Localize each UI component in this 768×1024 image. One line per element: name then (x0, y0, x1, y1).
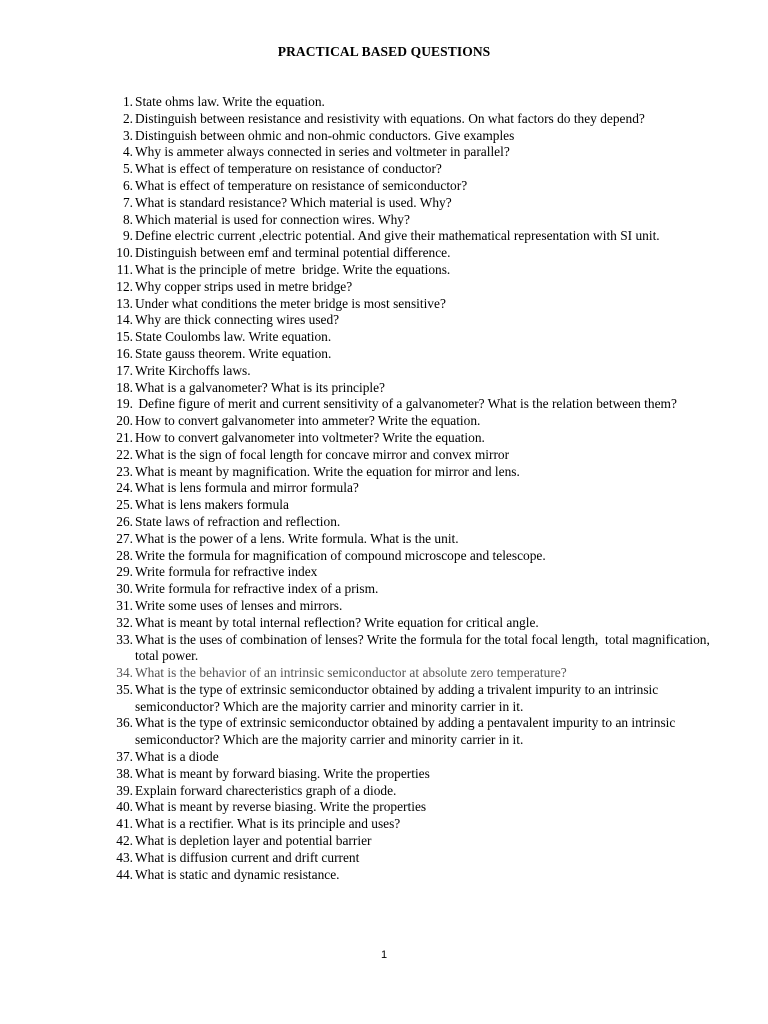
question-number: 20. (116, 413, 133, 429)
question-text: Write some uses of lenses and mirrors. (135, 597, 343, 613)
question-item (107, 128, 727, 145)
question-text: What is static and dynamic resistance. (135, 866, 340, 882)
question-item (107, 531, 727, 548)
question-number: 3. (122, 127, 133, 143)
page-number: 1 (380, 949, 388, 961)
question-number: 8. (122, 211, 133, 227)
question-item (107, 480, 727, 497)
question-item (107, 833, 727, 850)
question-text: Write formula for refractive index (135, 564, 318, 580)
question-item (107, 715, 727, 749)
question-number: 13. (116, 295, 133, 311)
question-item (107, 598, 727, 615)
question-item (107, 111, 727, 128)
question-item (107, 682, 727, 716)
question-item (107, 766, 727, 783)
question-text: What is depletion layer and potential barrier (135, 833, 372, 849)
question-text: Why are thick connecting wires used? (135, 312, 340, 328)
question-number: 38. (116, 765, 133, 781)
question-number: 17. (116, 362, 133, 378)
question-text: What is meant by magnification. Write the equation for mirror and lens. (135, 463, 520, 479)
question-number: 22. (116, 446, 133, 462)
question-number: 36. (116, 715, 133, 731)
question-item (107, 161, 727, 178)
question-text: What is the power of a lens. Write formula. What is the unit. (135, 530, 459, 546)
question-item (107, 245, 727, 262)
question-text: Distinguish between emf and terminal potential difference. (135, 245, 451, 261)
question-text: What is effect of temperature on resistance of semiconductor? (135, 177, 468, 193)
question-number: 1. (122, 94, 133, 109)
question-number: 33. (116, 631, 133, 647)
question-item (107, 749, 727, 766)
question-number: 29. (116, 564, 133, 580)
question-number: 16. (116, 345, 133, 361)
question-item (107, 228, 727, 245)
question-number: 40. (116, 799, 133, 815)
question-text: State gauss theorem. Write equation. (135, 345, 332, 361)
question-number: 6. (122, 177, 133, 193)
question-number: 11. (116, 261, 133, 277)
question-item (107, 262, 727, 279)
question-text: What is the type of extrinsic semiconductor obtained by adding a pentavalent impurity to an intrinsic semiconductor? Which are the majority carrier and minority carrier in it. (135, 715, 679, 748)
question-item (107, 212, 727, 229)
question-item (107, 514, 727, 531)
question-item (107, 850, 727, 867)
question-text: Why copper strips used in metre bridge? (135, 278, 353, 294)
question-text: What is standard resistance? Which material is used. Why? (135, 194, 452, 210)
question-text: What is meant by total internal reflection? Write equation for critical angle. (135, 614, 539, 630)
question-number: 7. (122, 194, 133, 210)
question-item (107, 497, 727, 514)
question-number: 28. (116, 547, 133, 563)
question-item (107, 665, 727, 682)
question-item (107, 783, 727, 800)
question-number: 12. (116, 278, 133, 294)
question-text: State ohms law. Write the equation. (135, 94, 325, 109)
question-item (107, 144, 727, 161)
question-text: What is meant by reverse biasing. Write the properties (135, 799, 427, 815)
question-item (107, 329, 727, 346)
question-number: 26. (116, 513, 133, 529)
question-text: Which material is used for connection wires. Why? (135, 211, 410, 227)
question-item (107, 380, 727, 397)
question-item (107, 279, 727, 296)
question-text: How to convert galvanometer into ammeter? Write the equation. (135, 413, 481, 429)
question-text: What is lens makers formula (135, 497, 289, 513)
question-text: Define figure of merit and current sensitivity of a galvanometer? What is the relation between them? (135, 396, 677, 412)
question-text: Distinguish between ohmic and non-ohmic conductors. Give examples (135, 127, 515, 143)
question-item (107, 430, 727, 447)
question-number: 30. (116, 581, 133, 597)
question-text: State Coulombs law. Write equation. (135, 329, 332, 345)
question-text: Write formula for refractive index of a prism. (135, 581, 379, 597)
question-item (107, 464, 727, 481)
question-number: 15. (116, 329, 133, 345)
question-item (107, 178, 727, 195)
question-text: What is the behavior of an intrinsic semiconductor at absolute zero temperature? (135, 665, 567, 681)
question-text: Explain forward charecteristics graph of a diode. (135, 782, 397, 798)
question-number: 14. (116, 312, 133, 328)
question-text: What is a galvanometer? What is its principle? (135, 379, 385, 395)
question-text: What is a rectifier. What is its principle and uses? (135, 816, 401, 832)
question-number: 21. (116, 429, 133, 445)
question-number: 44. (116, 866, 133, 882)
question-text: What is the type of extrinsic semiconductor obtained by adding a trivalent impurity to an intrinsic semiconductor? Which are the majority carrier and minority carrier in it. (135, 681, 662, 714)
question-text: What is meant by forward biasing. Write the properties (135, 765, 430, 781)
question-item (107, 312, 727, 329)
question-text: Why is ammeter always connected in series and voltmeter in parallel? (135, 144, 510, 160)
question-item (107, 799, 727, 816)
question-text: Write Kirchoffs laws. (135, 362, 251, 378)
question-number: 25. (116, 497, 133, 513)
question-text: What is the sign of focal length for concave mirror and convex mirror (135, 446, 510, 462)
question-item (107, 447, 727, 464)
question-number: 5. (122, 161, 133, 177)
question-item (107, 632, 727, 666)
question-text: Write the formula for magnification of compound microscope and telescope. (135, 547, 546, 563)
question-number: 10. (116, 245, 133, 261)
question-text: What is a diode (135, 749, 219, 765)
question-text: What is effect of temperature on resistance of conductor? (135, 161, 442, 177)
question-item (107, 195, 727, 212)
question-item (107, 413, 727, 430)
question-number: 18. (116, 379, 133, 395)
question-text: What is lens formula and mirror formula? (135, 480, 359, 496)
question-number: 24. (116, 480, 133, 496)
question-number: 31. (116, 597, 133, 613)
question-number: 37. (116, 749, 133, 765)
question-item (107, 816, 727, 833)
question-number: 34. (116, 665, 133, 681)
question-text: Distinguish between resistance and resistivity with equations. On what factors do they depend? (135, 110, 645, 126)
question-item (107, 548, 727, 565)
question-item (107, 615, 727, 632)
question-number: 4. (122, 144, 133, 160)
question-text: What is the uses of combination of lenses? Write the formula for the total focal length, total magnification, total power. (135, 631, 714, 664)
question-number: 43. (116, 849, 133, 865)
question-text: How to convert galvanometer into voltmeter? Write the equation. (135, 429, 485, 445)
question-text: Under what conditions the meter bridge is most sensitive? (135, 295, 446, 311)
question-text: What is the principle of metre bridge. Write the equations. (135, 261, 451, 277)
question-number: 27. (116, 530, 133, 546)
question-number: 42. (116, 833, 133, 849)
question-item (107, 396, 727, 413)
question-item (107, 94, 727, 111)
question-item (107, 564, 727, 581)
question-list (107, 94, 727, 883)
question-item (107, 363, 727, 380)
question-text: Define electric current ,electric potential. And give their mathematical representation with SI unit. (135, 228, 660, 244)
question-text: State laws of refraction and reflection. (135, 513, 341, 529)
question-number: 9. (122, 228, 133, 244)
question-item (107, 581, 727, 598)
question-number: 32. (116, 614, 133, 630)
question-text: What is diffusion current and drift current (135, 849, 360, 865)
page-title: PRACTICAL BASED QUESTIONS (277, 44, 491, 59)
question-item (107, 346, 727, 363)
question-number: 19. (116, 396, 133, 412)
question-item (107, 296, 727, 313)
question-number: 35. (116, 681, 133, 697)
question-number: 39. (116, 782, 133, 798)
question-number: 23. (116, 463, 133, 479)
question-number: 2. (122, 110, 133, 126)
question-item (107, 867, 727, 884)
question-number: 41. (116, 816, 133, 832)
